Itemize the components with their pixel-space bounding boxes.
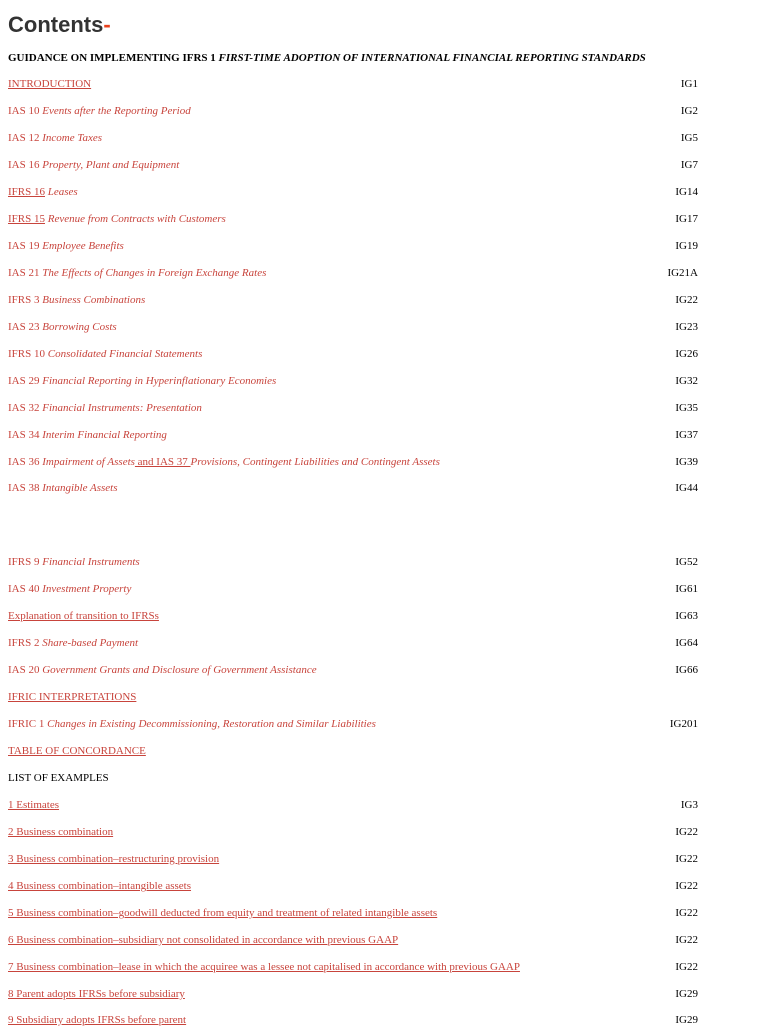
- toc-entry-text: Changes in Existing Decommissioning, Restoration and Similar Liabilities: [47, 718, 376, 730]
- toc-entry[interactable]: [8, 581, 698, 597]
- toc-entry[interactable]: [8, 184, 698, 200]
- toc-entry-text: Share-based Payment: [42, 637, 139, 649]
- toc-entry[interactable]: [8, 824, 698, 840]
- toc-entry[interactable]: [8, 554, 698, 570]
- toc-entry-text: INTRODUCTION: [8, 78, 92, 90]
- toc-entry-text: IAS 34: [8, 429, 43, 441]
- toc-entry-text: Business Combinations: [42, 294, 146, 306]
- toc-entry-link[interactable]: [8, 1012, 186, 1028]
- toc-entry-link[interactable]: [8, 635, 138, 651]
- toc-entry[interactable]: [8, 292, 698, 308]
- toc-entry-text: IFRS 2: [8, 637, 43, 649]
- toc-page-ref: IG14: [675, 186, 698, 198]
- toc-page-ref: IG17: [675, 213, 698, 225]
- toc-page-ref: IG22: [675, 853, 698, 865]
- toc-page-ref: IG5: [680, 132, 698, 144]
- toc-page-ref: IG29: [675, 1014, 698, 1026]
- toc-entry[interactable]: [8, 346, 698, 362]
- toc-page-ref: IG52: [675, 556, 698, 568]
- toc-entry-link: [8, 770, 109, 786]
- toc-entry-text: and IAS 37: [134, 456, 191, 468]
- toc-entry[interactable]: [8, 211, 698, 227]
- toc-entry[interactable]: [8, 635, 698, 651]
- toc-entry-text: IFRS 15: [8, 213, 45, 225]
- toc-entry-text: IFRS 16: [8, 186, 45, 198]
- toc-entry[interactable]: [8, 986, 698, 1002]
- toc-entry[interactable]: [8, 76, 698, 92]
- toc-entry-link[interactable]: [8, 689, 136, 705]
- toc-entry-text: IAS 20: [8, 664, 43, 676]
- toc-entry-text: Leases: [45, 186, 78, 198]
- toc-entry-text: Impairment of Assets: [42, 456, 135, 468]
- toc-entry-link[interactable]: [8, 932, 398, 948]
- toc-page-ref: IG2: [680, 105, 698, 117]
- toc-page-ref: IG64: [675, 637, 698, 649]
- toc-page-ref: IG26: [675, 348, 698, 360]
- toc-entry-text: IAS 32: [8, 402, 43, 414]
- toc-entry-link[interactable]: [8, 454, 440, 470]
- toc-entry-text: The Effects of Changes in Foreign Exchange Rates: [42, 267, 267, 279]
- toc-entry-link[interactable]: [8, 265, 266, 281]
- toc-entry-text: IAS 16: [8, 159, 43, 171]
- toc-page-ref: IG201: [669, 718, 698, 730]
- toc-page-ref: IG44: [675, 482, 698, 494]
- toc-entry[interactable]: [8, 238, 698, 254]
- toc-entry-link[interactable]: [8, 373, 276, 389]
- toc-entry-link[interactable]: [8, 427, 167, 443]
- toc-entry-text: IFRIC 1: [8, 718, 48, 730]
- toc-entry-link[interactable]: [8, 716, 376, 732]
- toc-entry[interactable]: [8, 157, 698, 173]
- toc-entry-link[interactable]: [8, 346, 202, 362]
- toc-entry-link[interactable]: [8, 959, 520, 975]
- toc-entry[interactable]: [8, 427, 698, 443]
- toc-entry[interactable]: [8, 373, 698, 389]
- toc-entry-link[interactable]: [8, 211, 226, 227]
- toc-page-ref: IG22: [675, 961, 698, 973]
- toc-page-ref: IG7: [680, 159, 698, 171]
- toc-entry-text: IFRIC INTERPRETATIONS: [8, 691, 137, 703]
- toc-entry-link[interactable]: [8, 130, 102, 146]
- toc-entry-link[interactable]: [8, 157, 179, 173]
- toc-entry-text: 3 Business combination–restructuring provision: [8, 853, 220, 865]
- toc-page-ref: IG29: [675, 988, 698, 1000]
- toc-entry-link[interactable]: [8, 184, 78, 200]
- toc-entry-text: Financial Reporting in Hyperinflationary Economies: [42, 375, 277, 387]
- toc-entry-text: Employee Benefits: [42, 240, 124, 252]
- toc-entry-text: 5 Business combination–goodwill deducted from equity and treatment of related intangible assets: [8, 907, 438, 919]
- toc-entry-link[interactable]: [8, 797, 59, 813]
- toc-page-ref: IG3: [680, 799, 698, 811]
- toc-entry[interactable]: [8, 851, 698, 867]
- section-label: [8, 770, 698, 786]
- toc-entry[interactable]: [8, 743, 698, 759]
- toc-entry-link[interactable]: [8, 662, 317, 678]
- toc-entry-text: IAS 38: [8, 482, 43, 494]
- toc-entry-text: IAS 12: [8, 132, 43, 144]
- toc-entry-text: LIST OF EXAMPLES: [8, 772, 109, 784]
- page-title-text: Contents: [8, 12, 104, 37]
- toc-entry-link[interactable]: [8, 824, 113, 840]
- toc-entry-text: Revenue from Contracts with Customers: [45, 213, 226, 225]
- toc-entry-text: Income Taxes: [42, 132, 103, 144]
- toc-entry-link[interactable]: [8, 292, 145, 308]
- toc-entry-link[interactable]: [8, 905, 437, 921]
- toc-entry-link[interactable]: [8, 878, 191, 894]
- toc-entry-text: 4 Business combination–intangible assets: [8, 880, 192, 892]
- toc-entry[interactable]: [8, 878, 698, 894]
- toc-page-ref: IG21A: [667, 267, 698, 279]
- toc-page-ref: IG1: [680, 78, 698, 90]
- toc-page-ref: IG39: [675, 456, 698, 468]
- toc-entry-text: Interim Financial Reporting: [42, 429, 167, 441]
- toc-entry[interactable]: [8, 905, 698, 921]
- toc-entry-text: IAS 29: [8, 375, 43, 387]
- toc-page-ref: IG23: [675, 321, 698, 333]
- toc-entry[interactable]: [8, 319, 698, 335]
- toc-entry-text: Government Grants and Disclosure of Government Assistance: [42, 664, 317, 676]
- toc-entry-text: 1 Estimates: [8, 799, 60, 811]
- toc-entry-text: 7 Business combination–lease in which the acquiree was a lessee not capitalised in accordance with previous GAAP: [8, 961, 520, 973]
- toc-entry[interactable]: [8, 959, 698, 975]
- toc-entry-text: 9 Subsidiary adopts IFRSs before parent: [8, 1014, 187, 1026]
- toc-entry-text: Financial Instruments: Presentation: [42, 402, 202, 414]
- toc-page-ref: IG66: [675, 664, 698, 676]
- toc-entry-link[interactable]: [8, 103, 191, 119]
- toc-page-ref: IG32: [675, 375, 698, 387]
- toc-entry-text: IAS 40: [8, 583, 43, 595]
- toc-entry-text: IFRS 3: [8, 294, 43, 306]
- toc-entry-text: Provisions, Contingent Liabilities and Contingent Assets: [190, 456, 440, 468]
- toc-entry-link[interactable]: [8, 319, 117, 335]
- document-heading-title: FIRST-TIME ADOPTION OF INTERNATIONAL FINANCIAL REPORTING STANDARDS: [218, 52, 646, 64]
- toc-entry-text: Investment Property: [42, 583, 132, 595]
- toc-page-ref: IG22: [675, 880, 698, 892]
- toc-entry-link[interactable]: [8, 238, 124, 254]
- toc-entry-link[interactable]: [8, 554, 140, 570]
- toc-entry-text: TABLE OF CONCORDANCE: [8, 745, 146, 757]
- toc-page-ref: IG61: [675, 583, 698, 595]
- toc-entry-text: Consolidated Financial Statements: [47, 348, 203, 360]
- toc-entry[interactable]: [8, 662, 698, 678]
- toc-entry-text: Financial Instruments: [42, 556, 140, 568]
- toc-entry[interactable]: [8, 130, 698, 146]
- toc-entry-link[interactable]: [8, 400, 202, 416]
- toc-entry[interactable]: [8, 103, 698, 119]
- toc-entry[interactable]: [8, 480, 698, 496]
- toc-entry-text: Borrowing Costs: [42, 321, 117, 333]
- toc-entry-text: IAS 10: [8, 105, 43, 117]
- toc-page-ref: IG22: [675, 826, 698, 838]
- toc-entry-text: IAS 19: [8, 240, 43, 252]
- toc-entry[interactable]: [8, 608, 698, 624]
- toc-page-ref: IG22: [675, 934, 698, 946]
- toc-entry-link[interactable]: [8, 851, 219, 867]
- toc-page-ref: IG37: [675, 429, 698, 441]
- toc-entry[interactable]: [8, 454, 698, 470]
- toc-entry-link[interactable]: [8, 608, 159, 624]
- toc-entry-text: IAS 21: [8, 267, 43, 279]
- toc-entry-text: 8 Parent adopts IFRSs before subsidiary: [8, 988, 185, 1000]
- toc-page-ref: IG22: [675, 907, 698, 919]
- toc-entry-text: 6 Business combination–subsidiary not consolidated in accordance with previous GAAP: [8, 934, 399, 946]
- toc-entry-link[interactable]: [8, 743, 146, 759]
- toc-entry[interactable]: [8, 716, 698, 732]
- document-heading-prefix: GUIDANCE ON IMPLEMENTING IFRS 1: [8, 52, 219, 64]
- toc-page-ref: IG19: [675, 240, 698, 252]
- toc-entry[interactable]: [8, 797, 698, 813]
- toc-entry-link[interactable]: [8, 76, 91, 92]
- toc-entry-text: 2 Business combination: [8, 826, 114, 838]
- toc-page-ref: IG35: [675, 402, 698, 414]
- toc-page-ref: IG22: [675, 294, 698, 306]
- toc-entry[interactable]: [8, 689, 698, 705]
- toc-entry[interactable]: [8, 932, 698, 948]
- toc-entry-text: Intangible Assets: [42, 482, 118, 494]
- toc-entry-link[interactable]: [8, 986, 185, 1002]
- toc-entry-text: Explanation of transition to IFRSs: [8, 610, 159, 622]
- toc-page-ref: IG63: [675, 610, 698, 622]
- toc-entry-link[interactable]: [8, 581, 131, 597]
- toc-entry-text: Events after the Reporting Period: [42, 105, 191, 117]
- toc-entry[interactable]: [8, 265, 698, 281]
- toc-entry-text: IFRS 9: [8, 556, 43, 568]
- toc-entry[interactable]: [8, 400, 698, 416]
- toc-entry-link[interactable]: [8, 480, 118, 496]
- toc-entry-text: IAS 36: [8, 456, 43, 468]
- title-accent: -: [103, 12, 111, 37]
- toc-entry-text: IFRS 10: [8, 348, 48, 360]
- toc-entry-text: Property, Plant and Equipment: [42, 159, 180, 171]
- toc-entry[interactable]: [8, 1012, 698, 1028]
- toc-entry-text: IAS 23: [8, 321, 43, 333]
